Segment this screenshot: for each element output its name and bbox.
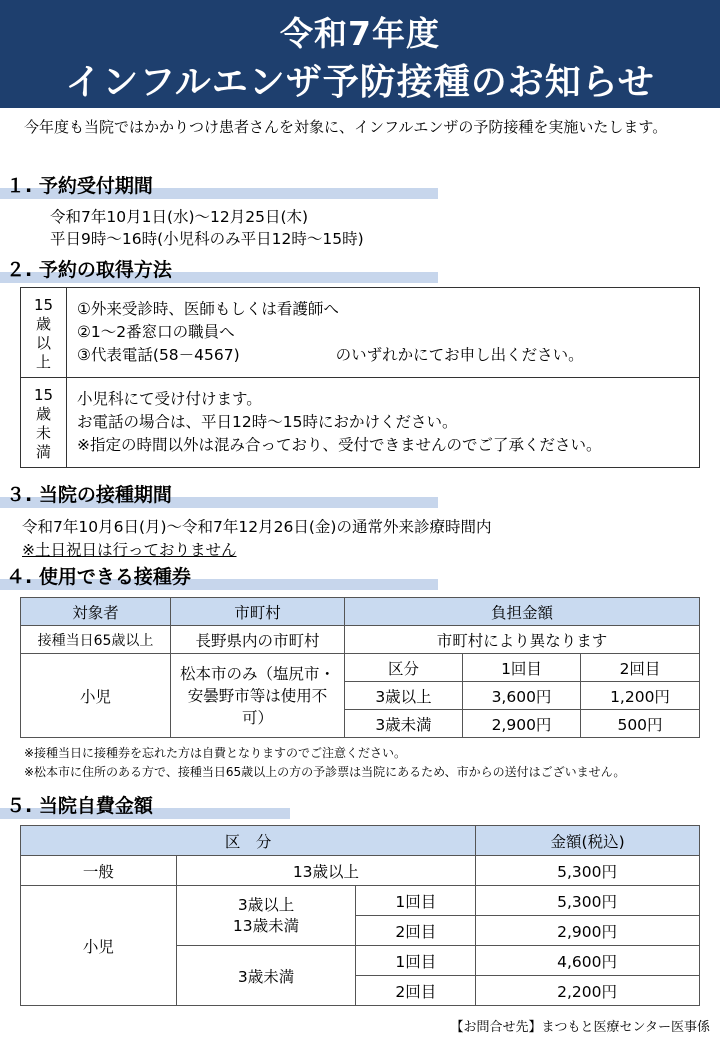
section1-heading: １. 予約受付期間: [0, 171, 438, 201]
voucher-table: [20, 597, 700, 738]
table-row: 小児 3歳以上 13歳未満 1回目 5,300円: [21, 886, 700, 916]
intro-text: 今年度も当院ではかかりつけ患者さんを対象に、インフルエンザの予防接種を実施いたします。: [24, 118, 668, 136]
title-year: 令和7年度: [280, 14, 440, 53]
table-row: [21, 378, 700, 468]
age-under-15: 15 歳 未 満: [21, 378, 67, 468]
table-row: 接種当日65歳以上 長野県内の市町村 市町村により異なります: [21, 626, 700, 654]
section2-heading: ２. 予約の取得方法: [0, 255, 438, 285]
title-main: インフルエンザ予防接種のお知らせ: [65, 62, 655, 103]
table-row: 2回目 2,200円: [21, 976, 700, 1006]
table-row: 3歳未満 1回目 4,600円: [21, 946, 700, 976]
section3-heading: ３. 当院の接種期間: [0, 480, 438, 510]
table-row: [21, 288, 700, 378]
section4-heading: ４. 使用できる接種券: [0, 562, 438, 592]
contact-footer: 【お問合せ先】まつもと医療センター医事係: [450, 1020, 710, 1035]
self-pay-table: [20, 825, 700, 1006]
title-banner: [0, 0, 720, 108]
age-15-plus: 15 歳 以 上: [21, 288, 67, 378]
table-row: 小児 松本市のみ（塩尻市・安曇野市等は使用不可） 区分 1回目 2回目: [21, 654, 700, 682]
table-row: 対象者 市町村 負担金額: [21, 598, 700, 626]
reservation-period-dates: 令和7年10月1日(水)～12月25日(木): [50, 208, 309, 226]
voucher-note-2: ※松本市に住所のある方で、接種当日65歳以上の方の予診票は当院にあるため、市からの送付はございません。: [24, 765, 626, 779]
table-row: 3歳未満 2,900円 500円: [21, 710, 700, 738]
table-row: 3歳以上 3,600円 1,200円: [21, 682, 700, 710]
table-row: 一般 13歳以上 5,300円: [21, 856, 700, 886]
vaccination-period: 令和7年10月6日(月)～令和7年12月26日(金)の通常外来診療時間内: [22, 518, 492, 536]
reservation-period-hours: 平日9時～16時(小児科のみ平日12時～15時): [50, 230, 364, 248]
table-row: 区 分 金額(税込): [21, 826, 700, 856]
voucher-note-1: ※接種当日に接種券を忘れた方は自費となりますのでご注意ください。: [24, 746, 407, 760]
table-row: 2回目 2,900円: [21, 916, 700, 946]
section5-heading: ５. 当院自費金額: [0, 791, 290, 821]
reservation-method-table: [20, 287, 700, 468]
method-child: 小児科にて受け付けます。 お電話の場合は、平日12時～15時におかけください。 ※指定の時間以外は混み合っており、受付できませんのでご了承ください。: [67, 378, 700, 468]
weekend-notice: ※土日祝日は行っておりません: [22, 541, 237, 559]
method-adult: ①外来受診時、医師もしくは看護師へ ②1～2番窓口の職員へ ③代表電話(58－4567) のいずれかにてお申し出ください。: [67, 288, 700, 378]
